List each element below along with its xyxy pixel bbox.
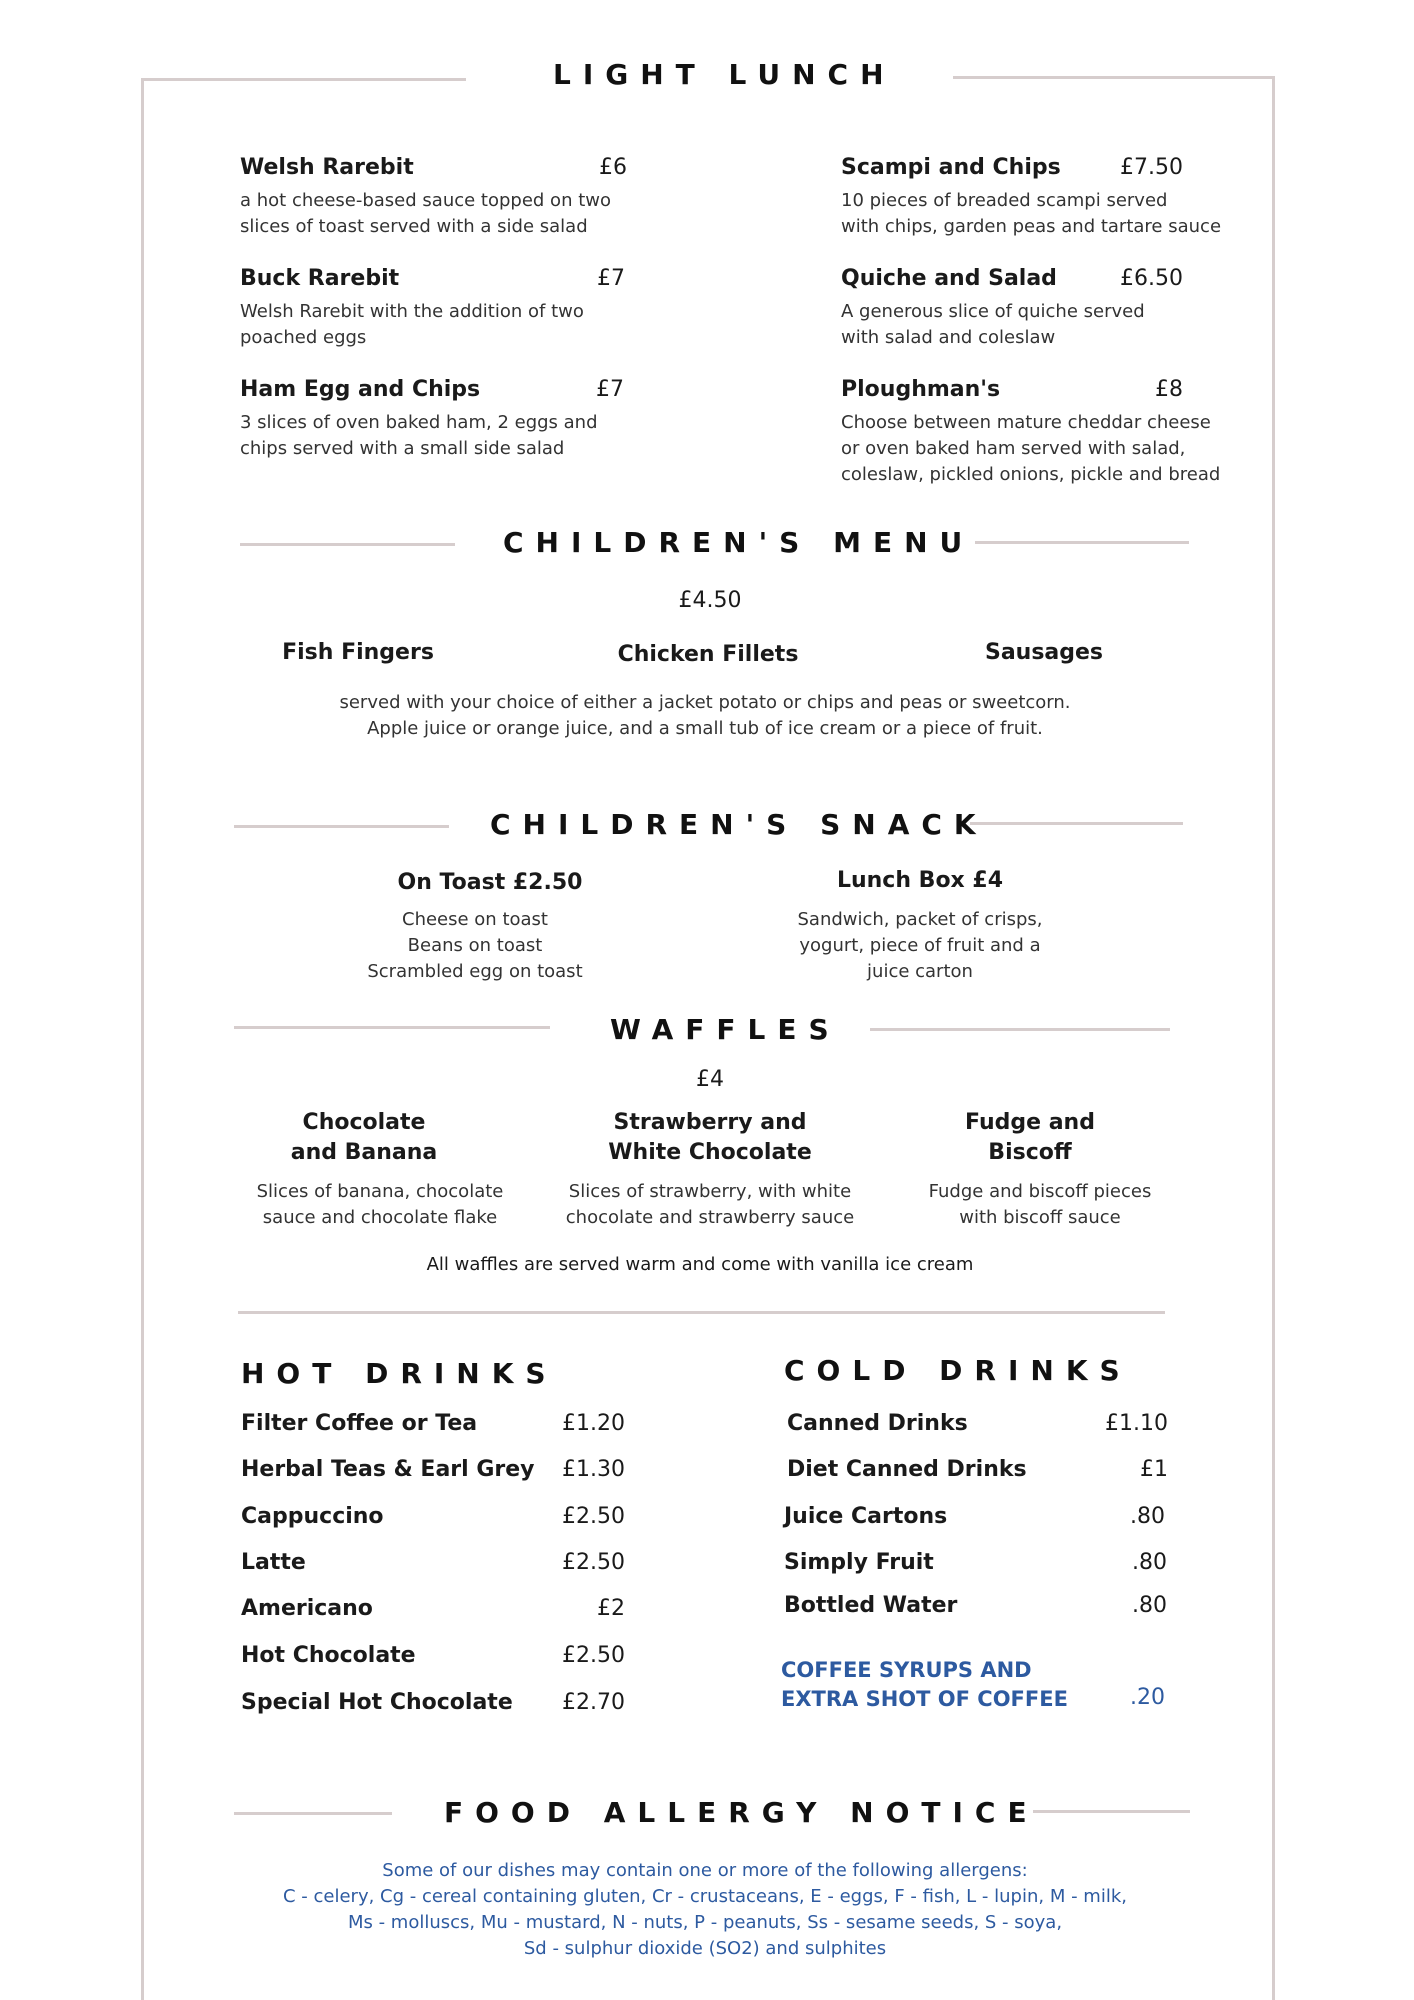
waffle-item-desc: Fudge and biscoff pieces with biscoff sauce [928, 1181, 1152, 1228]
drink-price: £2.50 [562, 1504, 625, 1529]
drink-name: Hot Chocolate [241, 1643, 416, 1668]
childrens-item: Chicken Fillets [617, 642, 799, 667]
drink-name: Special Hot Chocolate [241, 1690, 513, 1715]
menu-item-desc: a hot cheese-based sauce topped on two slices of toast served with a side salad [240, 190, 611, 237]
drink-price: £2 [597, 1596, 625, 1621]
drink-name: Juice Cartons [784, 1504, 948, 1529]
menu-item-price: £6.50 [1120, 266, 1183, 291]
menu-item-desc: Choose between mature cheddar cheese or oven baked ham served with salad, coleslaw, pickled onions, pickle and bread [841, 412, 1221, 485]
waffle-item-desc: Slices of banana, chocolate sauce and chocolate flake [256, 1181, 504, 1228]
menu-item-name: Ploughman's [841, 377, 1001, 402]
childrens-item: Fish Fingers [282, 640, 434, 665]
frame-top-right [953, 76, 1275, 79]
snack-item-name: On Toast £2.50 [397, 870, 583, 895]
light-lunch-heading: LIGHT LUNCH [553, 58, 896, 91]
divider-left [234, 825, 449, 828]
divider-left [240, 543, 455, 546]
divider-right [1033, 1810, 1190, 1813]
menu-item-name: Buck Rarebit [240, 266, 400, 291]
snack-item-desc: Cheese on toast Beans on toast Scrambled egg on toast [367, 909, 583, 982]
drink-price: £2.50 [562, 1550, 625, 1575]
waffle-item-desc: Slices of strawberry, with white chocolate and strawberry sauce [565, 1181, 855, 1228]
childrens-snack-heading: CHILDREN'S SNACK [490, 808, 988, 841]
menu-item-price: £6 [599, 155, 627, 180]
menu-item-name: Welsh Rarebit [240, 155, 414, 180]
drink-name: Canned Drinks [787, 1411, 968, 1436]
drink-name: Americano [241, 1596, 373, 1621]
snack-item-name: Lunch Box £4 [836, 868, 1004, 893]
waffle-item-name: Chocolate and Banana [290, 1110, 438, 1165]
drink-price: £1.10 [1105, 1411, 1168, 1436]
waffle-item-name: Strawberry and White Chocolate [608, 1110, 812, 1165]
divider-right [870, 1028, 1170, 1031]
childrens-menu-price: £4.50 [678, 588, 742, 613]
menu-item-price: £7 [597, 266, 625, 291]
divider-full [238, 1311, 1165, 1314]
drink-name: Latte [241, 1550, 306, 1575]
menu-item-name: Ham Egg and Chips [240, 377, 481, 402]
drink-price: £2.50 [562, 1643, 625, 1668]
drink-price: £2.70 [562, 1690, 625, 1715]
drink-price: .80 [1132, 1550, 1167, 1575]
drink-price: £1.20 [562, 1411, 625, 1436]
divider-right [975, 541, 1189, 544]
drink-price: £1 [1140, 1457, 1168, 1482]
coffee-syrups-label: COFFEE SYRUPS AND EXTRA SHOT OF COFFEE [781, 1658, 1068, 1711]
menu-item-desc: 10 pieces of breaded scampi served with chips, garden peas and tartare sauce [841, 190, 1222, 237]
drink-name: Simply Fruit [784, 1550, 934, 1575]
menu-item-desc: A generous slice of quiche served with salad and coleslaw [841, 301, 1145, 348]
divider-right [970, 822, 1183, 825]
menu-item-name: Scampi and Chips [841, 155, 1061, 180]
menu-item-price: £7 [596, 377, 624, 402]
coffee-syrups-price: .20 [1130, 1685, 1165, 1710]
childrens-menu-desc: served with your choice of either a jacket potato or chips and peas or sweetcorn. Apple juice or orange juice, and a small tub of ice cream or a piece of fruit. [339, 692, 1071, 739]
frame-top-left [141, 78, 466, 81]
waffles-heading: WAFFLES [610, 1013, 841, 1046]
waffles-price: £4 [696, 1067, 724, 1092]
drink-price: .80 [1132, 1593, 1167, 1618]
drink-name: Filter Coffee or Tea [241, 1411, 478, 1436]
drink-name: Cappuccino [241, 1504, 384, 1529]
cold-drinks-heading: COLD DRINKS [784, 1354, 1132, 1387]
waffle-item-name: Fudge and Biscoff [965, 1110, 1095, 1165]
allergy-heading: FOOD ALLERGY NOTICE [444, 1796, 1039, 1829]
allergy-text: Some of our dishes may contain one or more of the following allergens: C - celery, Cg - cereal containing gluten, Cr - crustaceans, E - eggs, F - fish, L - lupin, M - milk, Ms - molluscs, Mu - mustard, N - nuts, P - peanuts, Ss - sesame seeds, S - soya, Sd - sulphur dioxide (SO2) and sulphites [282, 1860, 1127, 1959]
snack-item-desc: Sandwich, packet of crisps, yogurt, piece of fruit and a juice carton [797, 909, 1043, 982]
drink-price: .80 [1130, 1504, 1165, 1529]
waffles-note: All waffles are served warm and come with vanilla ice cream [426, 1254, 974, 1275]
menu-item-price: £8 [1155, 377, 1183, 402]
frame-left [141, 78, 144, 2000]
drink-price: £1.30 [562, 1457, 625, 1482]
menu-item-price: £7.50 [1120, 155, 1183, 180]
childrens-menu-heading: CHILDREN'S MENU [503, 526, 975, 559]
childrens-item: Sausages [984, 640, 1104, 665]
menu-item-desc: 3 slices of oven baked ham, 2 eggs and chips served with a small side salad [240, 412, 598, 459]
frame-right [1272, 76, 1275, 2000]
divider-left [234, 1812, 392, 1815]
menu-item-name: Quiche and Salad [841, 266, 1057, 291]
divider-left [234, 1026, 550, 1029]
hot-drinks-heading: HOT DRINKS [241, 1357, 558, 1390]
drink-name: Bottled Water [784, 1593, 958, 1618]
drink-name: Diet Canned Drinks [787, 1457, 1027, 1482]
drink-name: Herbal Teas & Earl Grey [241, 1457, 535, 1482]
menu-item-desc: Welsh Rarebit with the addition of two poached eggs [240, 301, 584, 348]
